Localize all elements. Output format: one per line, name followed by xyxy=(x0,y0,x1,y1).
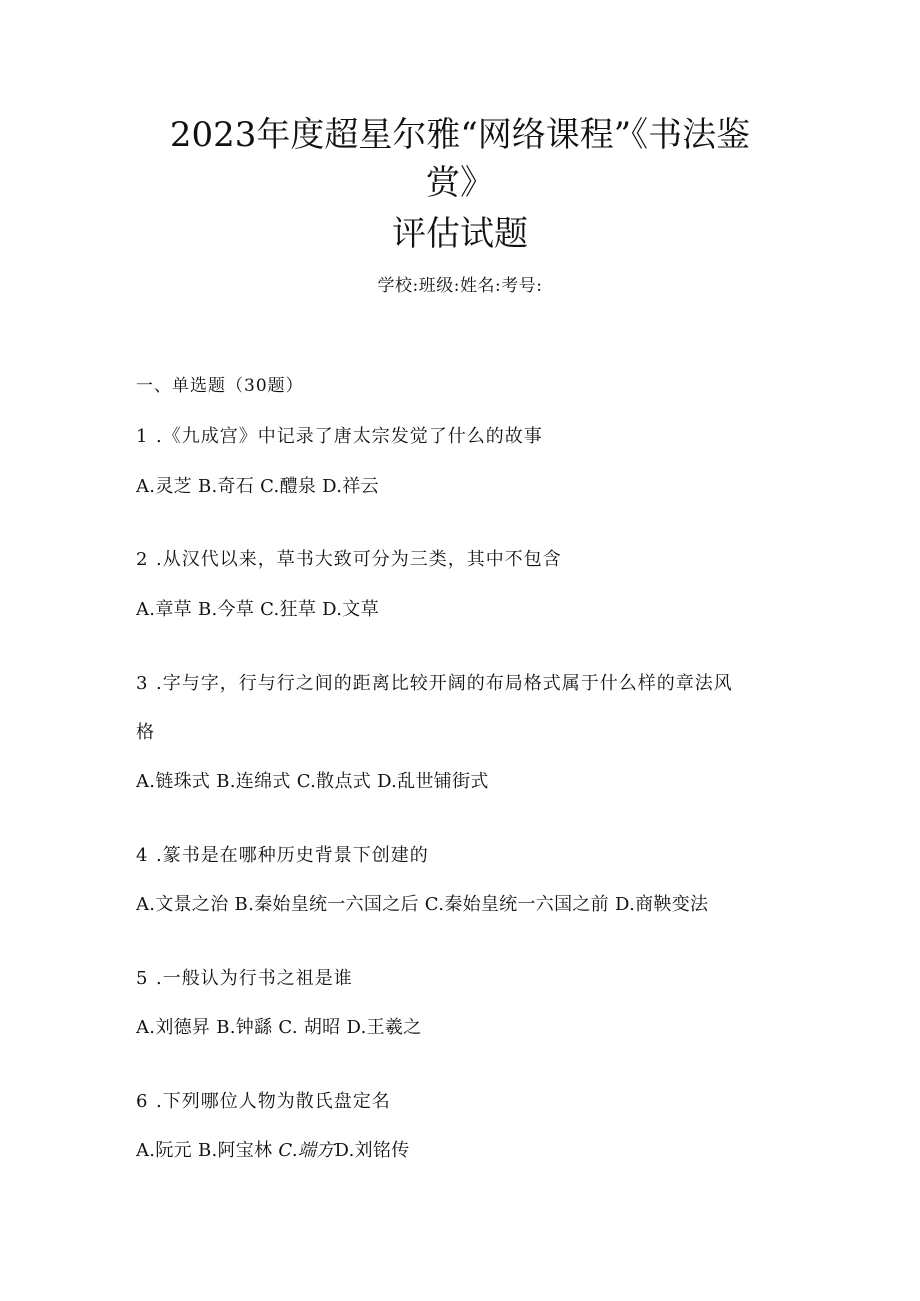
question-6-options xyxy=(136,1138,410,1164)
question-number: 6 xyxy=(136,1091,149,1112)
question-number: 4 xyxy=(136,845,149,866)
document-title-line-2: 赏》 xyxy=(426,163,494,203)
document-subtitle: 评估试题 xyxy=(392,214,528,254)
question-4 xyxy=(136,843,429,869)
question-text: .从汉代以来，草书大致可分为三类，其中不包含 xyxy=(156,549,562,570)
question-number: 1 xyxy=(136,426,149,447)
question-text: .下列哪位人物为散氏盘定名 xyxy=(156,1091,391,1112)
question-6 xyxy=(136,1089,391,1115)
question-3 xyxy=(136,671,733,697)
document-title-line-1: 2023年度超星尔雅“网络课程”《书法鉴 xyxy=(169,115,751,155)
question-number: 5 xyxy=(136,968,149,989)
question-text: .字与字，行与行之间的距离比较开阔的布局格式属于什么样的章法风 xyxy=(156,673,733,694)
question-text: .一般认为行书之祖是谁 xyxy=(156,968,353,989)
question-3-text-continued: 格 xyxy=(136,722,155,743)
question-6-options-part-1: A.阮元 B.阿宝林 xyxy=(136,1140,279,1161)
question-5-options: A.刘德昇 B.钟繇 C. 胡昭 D.王羲之 xyxy=(136,1017,422,1038)
question-5 xyxy=(136,966,353,992)
question-number: 3 xyxy=(136,673,149,694)
student-info-line: 学校:班级:姓名:考号: xyxy=(377,276,543,296)
question-2 xyxy=(136,547,562,573)
question-text: .《九成宫》中记录了唐太宗发觉了什么的故事 xyxy=(156,426,543,447)
question-3-options: A.链珠式 B.连绵式 C.散点式 D.乱世铺街式 xyxy=(136,771,489,792)
question-6-option-c: C.端方 xyxy=(278,1140,335,1161)
section-heading: 一、单选题（30题） xyxy=(136,376,304,396)
question-text: .篆书是在哪种历史背景下创建的 xyxy=(156,845,429,866)
question-2-options: A.章草 B.今草 C.狂草 D.文草 xyxy=(136,599,379,620)
question-4-options: A.文景之治 B.秦始皇统一六国之后 C.秦始皇统一六国之前 D.商鞅变法 xyxy=(136,894,709,915)
question-1 xyxy=(136,424,543,450)
question-1-options: A.灵芝 B.奇石 C.醴泉 D.祥云 xyxy=(136,476,379,497)
question-number: 2 xyxy=(136,549,149,570)
question-6-options-part-2: D.刘铭传 xyxy=(334,1140,410,1161)
